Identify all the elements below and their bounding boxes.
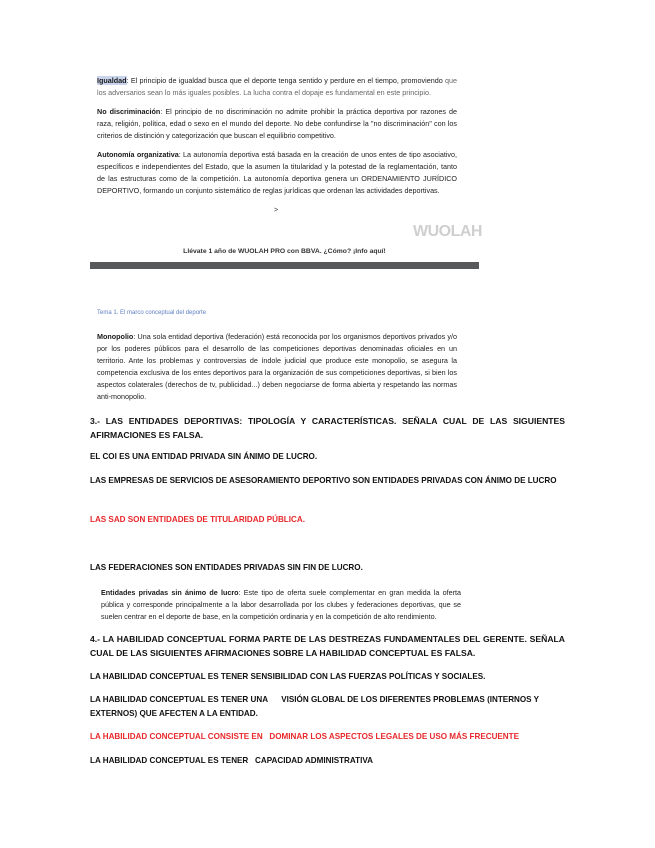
- question-4-title: 4.- LA HABILIDAD CONCEPTUAL FORMA PARTE DE LAS DESTREZAS FUNDAMENTALES DEL GERENTE. SEÑALA CUAL DE LAS SIGUIENTES AFIRMACIONES SOBRE LA HABILIDAD CONCEPTUAL ES FALSA.: [90, 634, 565, 658]
- q3-option-2: LAS EMPRESAS DE SERVICIOS DE ASESORAMIENTO DEPORTIVO SON ENTIDADES PRIVADAS CON ÁNIMO DE LUCRO: [90, 476, 557, 485]
- note-label: Entidades privadas sin ánimo de lucro: [101, 588, 239, 597]
- monopolio-excerpt: [97, 331, 457, 410]
- monopolio-paragraph: [97, 331, 457, 403]
- wuolah-logo: WUOLAH: [413, 223, 482, 240]
- no-discriminacion-label: No discriminación: [97, 107, 161, 116]
- q3-option-3-answer: LAS SAD SON ENTIDADES DE TITULARIDAD PÚBLICA.: [90, 515, 305, 524]
- question-3-title: 3.- LAS ENTIDADES DEPORTIVAS: TIPOLOGÍA Y CARACTERÍSTICAS. SEÑALA CUAL DE LAS SIGUIENTES AFIRMACIONES ES FALSA.: [90, 416, 565, 440]
- page-header: Tema 1. El marco conceptual del deporte: [97, 310, 207, 316]
- autonomia-text: : La autonomía deportiva está basada en la creación de unos entes de tipo asociativo, específicos e independientes del Estado, que la asumen la titularidad y la potestad de la reglamentación, tanto de las estructuras como de la competición. La autonomía deportiva genera un ORDENAMIENTO JURÍDICO DEPORTIVO, formando un conjunto sistemático de reglas jurídicas que ordenan las actividades deportivas.: [97, 150, 458, 195]
- promo-banner-bar: [90, 262, 479, 269]
- igualdad-text: : El principio de igualdad busca que el deporte tenga sentido y perdure en el tiempo, promoviendo: [126, 76, 443, 85]
- q3-option-1: EL COI ES UNA ENTIDAD PRIVADA SIN ÁNIMO DE LUCRO.: [90, 452, 318, 461]
- no-discriminacion-text: : El principio de no discriminación no admite prohibir la práctica deportiva por razones de raza, religión, política, edad o sexo en el mundo del deporte. No debe confundirse la "no discriminación" con los criterios de distinción y categorización que buscan el equilibrio competitivo.: [97, 107, 457, 140]
- monopolio-label: Monopolio: [97, 332, 134, 341]
- igualdad-label: Igualdad: [97, 76, 127, 85]
- no-discriminacion-paragraph: [97, 106, 457, 142]
- autonomia-paragraph: [97, 149, 457, 197]
- q4-option-4: LA HABILIDAD CONCEPTUAL ES TENER CAPACIDAD ADMINISTRATIVA: [90, 756, 373, 765]
- q3-option-4: LAS FEDERACIONES SON ENTIDADES PRIVADAS SIN FIN DE LUCRO.: [90, 563, 363, 572]
- intro-excerpt: [97, 75, 457, 204]
- monopolio-text: : Una sola entidad deportiva (federación) está reconocida por los organismos deportivos privados y/o por los poderes públicos para el desarrollo de las competiciones deportivas denominadas oficiales en un territorio. Ante los problemas y controversias de índole judicial que produce este monopolio, se asegura la competencia exclusiva de los entes deportivos para la organización de sus competiciones deportivas, si bien los aspectos colaterales (derechos de tv, publicidad...) deben negociarse de forma abierta y respetando las normas anti-monopolio.: [97, 332, 457, 401]
- q4-option-3-answer: LA HABILIDAD CONCEPTUAL CONSISTE EN DOMINAR LOS ASPECTOS LEGALES DE USO MÁS FRECUENTE: [90, 732, 519, 741]
- promo-banner-text[interactable]: Llévate 1 año de WUOLAH PRO con BBVA. ¿Cómo? ¡Info aquí!: [183, 248, 386, 255]
- igualdad-paragraph: [97, 75, 457, 99]
- arrow-marker: >: [274, 207, 279, 214]
- q4-option-2: LA HABILIDAD CONCEPTUAL ES TENER UNA VISIÓN GLOBAL DE LOS DIFERENTES PROBLEMAS (INTERNOS Y EXTERNOS) QUE AFECTEN A LA ENTIDAD.: [90, 695, 542, 718]
- note-excerpt: [101, 587, 461, 630]
- igualdad-text-continued: que los adversarios sean lo más iguales posibles. La lucha contra el dopaje es fundamental en este principio.: [97, 76, 457, 97]
- q4-option-1: LA HABILIDAD CONCEPTUAL ES TENER SENSIBILIDAD CON LAS FUERZAS POLÍTICAS Y SOCIALES.: [90, 672, 486, 681]
- note-text: : Este tipo de oferta suele complementar en gran medida la oferta pública y corresponde principalmente a la labor desarrollada por los clubes y federaciones deportivas, que se suelen centrar en el deporte de base, en la competición ordinaria y en la competición de alto rendimiento.: [101, 588, 461, 621]
- note-paragraph: [101, 587, 461, 623]
- autonomia-label: Autonomía organizativa: [97, 150, 179, 159]
